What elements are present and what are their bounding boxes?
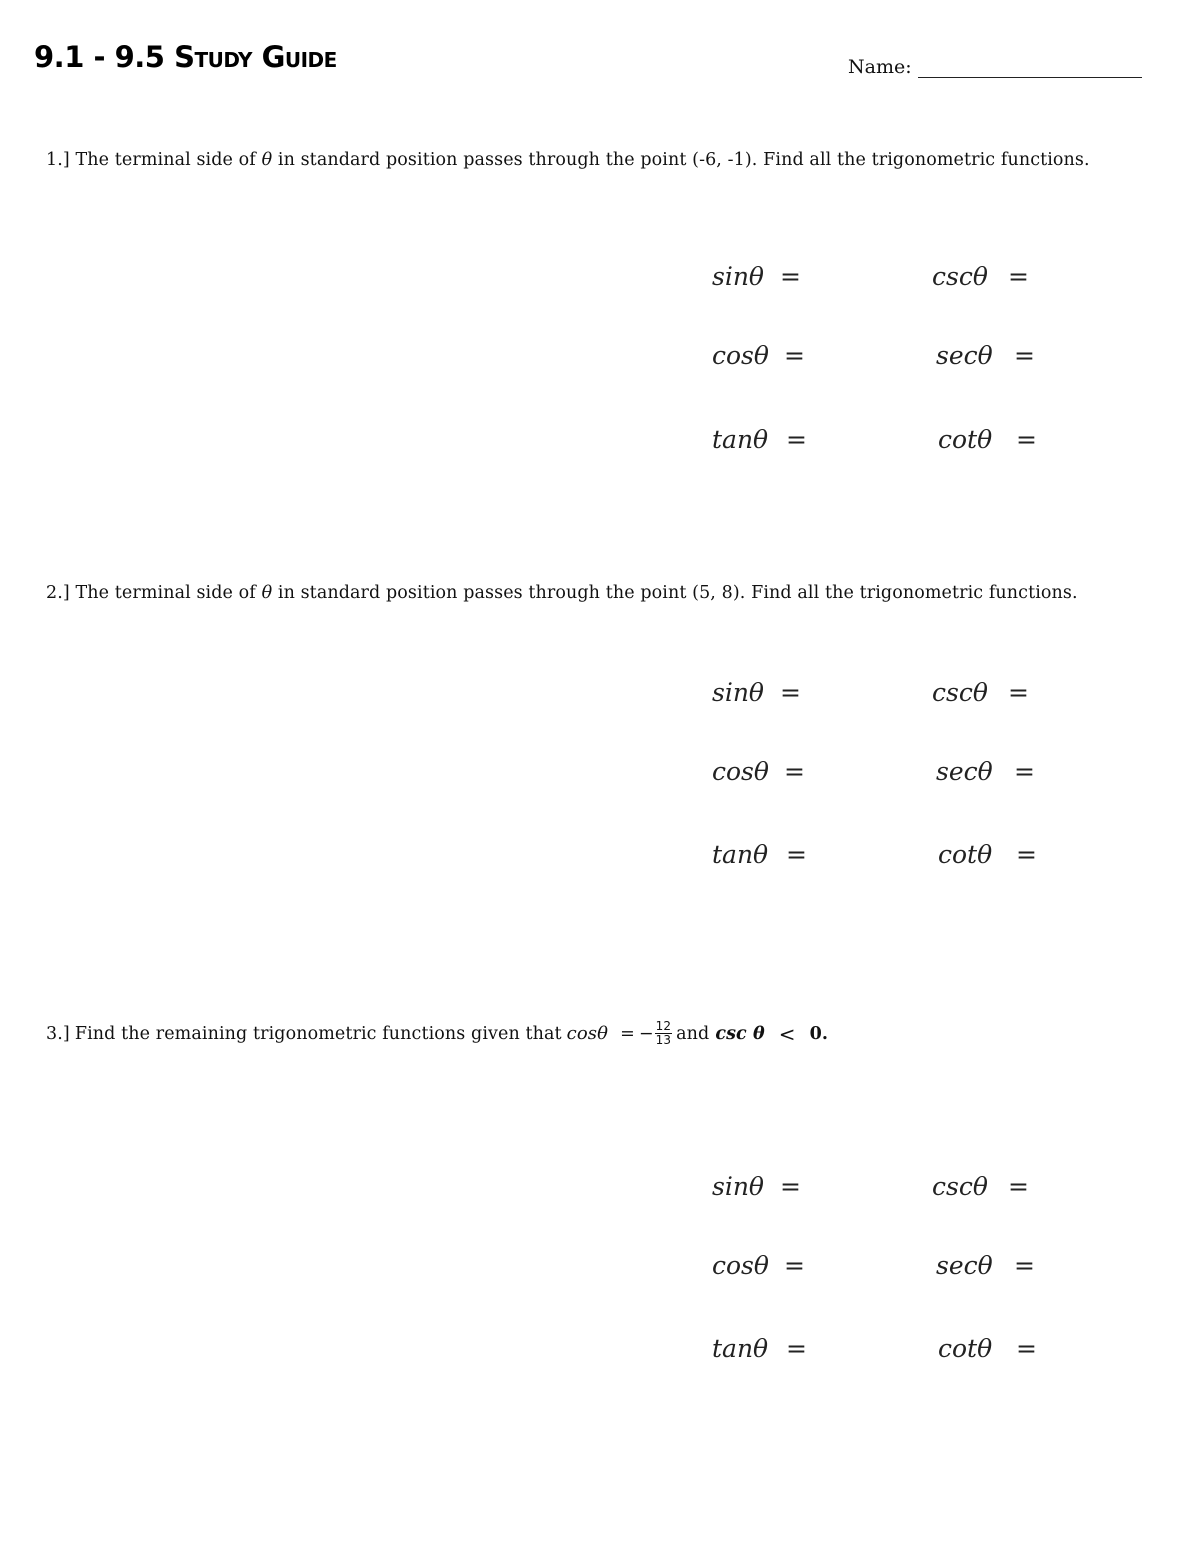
sec-row	[936, 1251, 1035, 1280]
csc-row	[932, 1172, 1029, 1201]
csc-row	[932, 678, 1029, 707]
cot-label: cotθ	[938, 1334, 993, 1363]
and-text: and	[676, 1023, 710, 1044]
question-3	[46, 1020, 828, 1047]
minus-sign: −	[638, 1023, 654, 1044]
trig-answer-grid-1	[712, 262, 1072, 462]
cos-label: cosθ	[712, 757, 769, 786]
equals-sign: =	[1016, 840, 1037, 869]
sin-row	[712, 262, 801, 291]
question-number: 1.]	[46, 150, 70, 170]
equals-sign: =	[786, 1334, 807, 1363]
sin-label: sinθ	[712, 1172, 764, 1201]
equals-sign: =	[786, 840, 807, 869]
cos-label: cosθ	[712, 1251, 769, 1280]
equals-sign: =	[1014, 757, 1035, 786]
equals-sign: =	[1008, 678, 1029, 707]
cot-label: cotθ	[938, 840, 993, 869]
given-cos-theta: cosθ	[566, 1023, 609, 1044]
fraction	[655, 1020, 672, 1047]
csc-row	[932, 262, 1029, 291]
csc-condition: csc θ	[715, 1023, 765, 1044]
equals-sign: =	[780, 262, 801, 291]
sin-label: sinθ	[712, 262, 764, 291]
theta-symbol: θ	[261, 583, 273, 603]
cot-row	[938, 425, 1037, 454]
name-blank-line[interactable]	[918, 59, 1142, 78]
tan-row	[712, 1334, 807, 1363]
theta-symbol: θ	[261, 150, 273, 170]
tan-row	[712, 840, 807, 869]
tan-label: tanθ	[712, 425, 769, 454]
cot-row	[938, 1334, 1037, 1363]
equals-sign: =	[780, 1172, 801, 1201]
page-title: 9.1 - 9.5 Study Guide	[34, 40, 337, 74]
equals-sign: =	[1016, 1334, 1037, 1363]
tan-label: tanθ	[712, 840, 769, 869]
zero-value: 0.	[809, 1023, 829, 1044]
question-text-before: The terminal side of	[75, 150, 256, 170]
cos-row	[712, 341, 805, 370]
equals-sign: =	[620, 1023, 635, 1044]
fraction-numerator: 12	[655, 1019, 672, 1033]
csc-label: cscθ	[932, 678, 988, 707]
equals-sign: =	[1008, 262, 1029, 291]
sec-row	[936, 341, 1035, 370]
fraction-denominator: 13	[655, 1033, 672, 1047]
equals-sign: =	[784, 341, 805, 370]
equals-sign: =	[1016, 425, 1037, 454]
question-text-before: The terminal side of	[75, 583, 256, 603]
equals-sign: =	[784, 1251, 805, 1280]
question-text-before: Find the remaining trigonometric functions given that	[74, 1023, 562, 1044]
sec-label: secθ	[936, 341, 993, 370]
equals-sign: =	[780, 678, 801, 707]
equals-sign: =	[1014, 341, 1035, 370]
equals-sign: =	[1014, 1251, 1035, 1280]
question-number: 3.]	[46, 1023, 70, 1044]
question-text-after: in standard position passes through the point (5, 8). Find all the trigonometric functions.	[277, 583, 1078, 603]
tan-row	[712, 425, 807, 454]
csc-label: cscθ	[932, 262, 988, 291]
question-text-after: in standard position passes through the point (-6, -1). Find all the trigonometric functions.	[277, 150, 1090, 170]
equals-sign: =	[784, 757, 805, 786]
equals-sign: =	[786, 425, 807, 454]
cot-label: cotθ	[938, 425, 993, 454]
question-1	[46, 150, 1090, 170]
sec-row	[936, 757, 1035, 786]
sin-row	[712, 678, 801, 707]
tan-label: tanθ	[712, 1334, 769, 1363]
equals-sign: =	[1008, 1172, 1029, 1201]
csc-label: cscθ	[932, 1172, 988, 1201]
cot-row	[938, 840, 1037, 869]
sec-label: secθ	[936, 757, 993, 786]
cos-label: cosθ	[712, 341, 769, 370]
sec-label: secθ	[936, 1251, 993, 1280]
name-label: Name:	[848, 56, 912, 78]
question-2	[46, 583, 1078, 603]
cos-row	[712, 1251, 805, 1280]
less-than-sign: <	[778, 1021, 796, 1046]
trig-answer-grid-3	[712, 1172, 1072, 1372]
cos-row	[712, 757, 805, 786]
sin-label: sinθ	[712, 678, 764, 707]
question-number: 2.]	[46, 583, 70, 603]
trig-answer-grid-2	[712, 678, 1072, 878]
name-field-group	[848, 56, 1142, 78]
sin-row	[712, 1172, 801, 1201]
